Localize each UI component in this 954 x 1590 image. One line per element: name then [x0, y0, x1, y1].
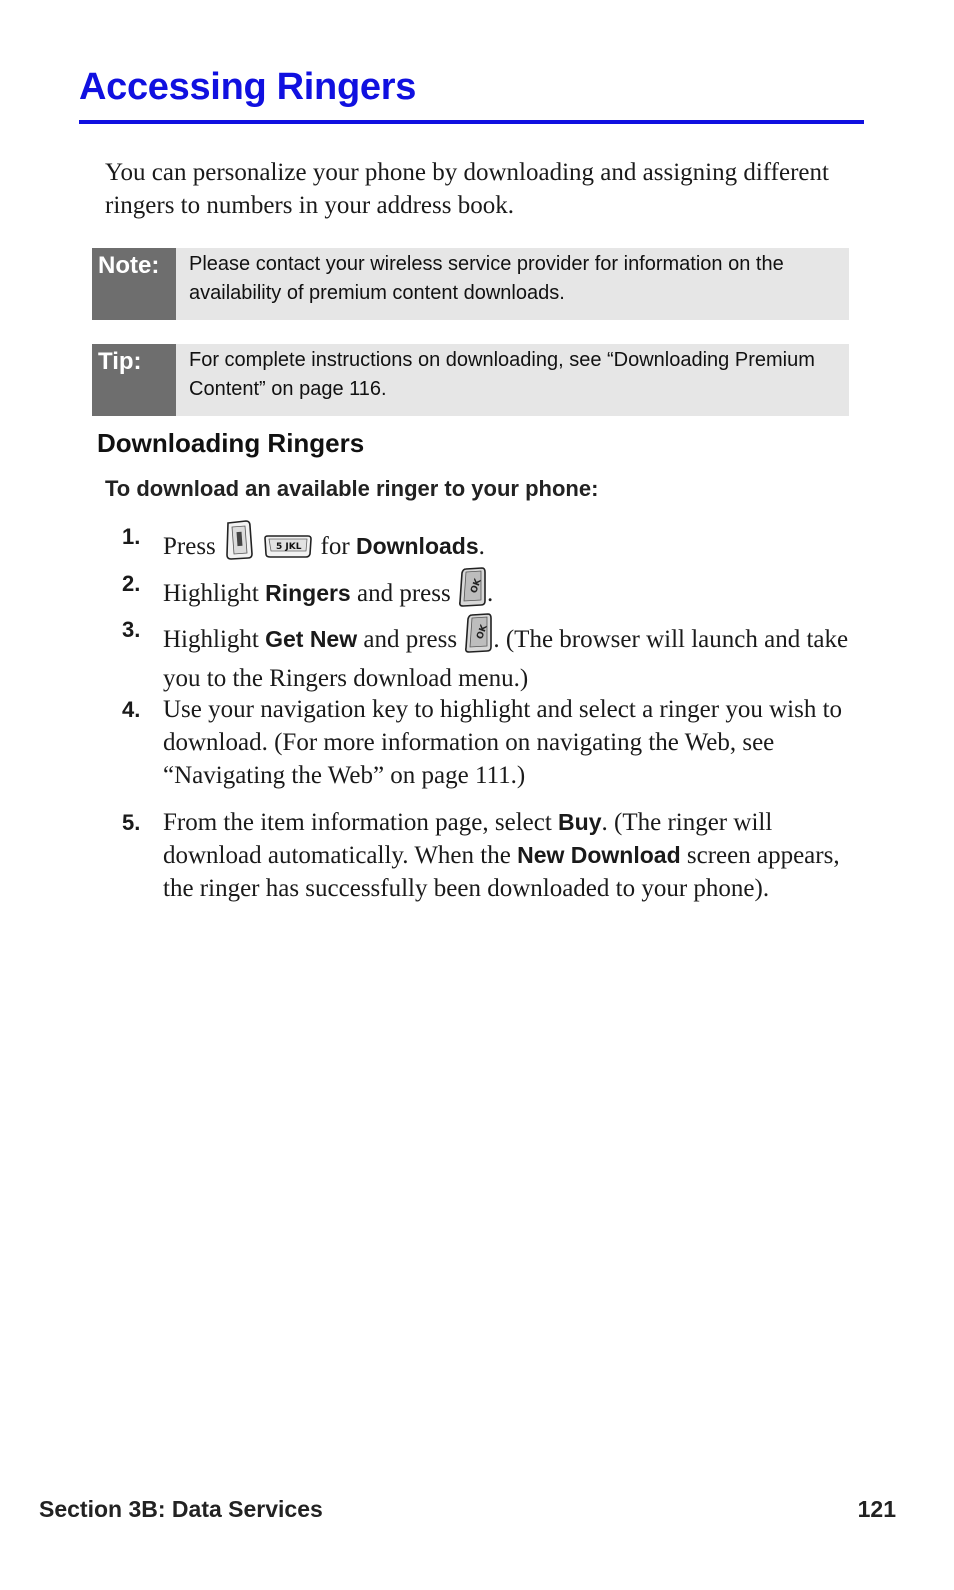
title-rule	[79, 120, 864, 124]
step-text	[163, 520, 863, 569]
step-keyword: Get New	[265, 626, 358, 652]
step-keyword: New Download	[517, 842, 681, 868]
intro-paragraph: You can personalize your phone by downloading and assigning different ringers to numbers in your address book.	[105, 159, 829, 219]
step-text	[163, 567, 863, 616]
step-text-part: . (The ringer will download automatically. When the	[163, 809, 773, 869]
menu-key-icon	[222, 520, 256, 569]
step-text-part: Highlight	[163, 626, 259, 653]
step-text-part: Highlight	[163, 580, 259, 607]
five-key-icon	[262, 534, 314, 569]
step-text-part: . (The browser will launch and take you to the Ringers download menu.)	[163, 626, 849, 692]
step-keyword: Buy	[558, 809, 602, 835]
note-callout	[92, 248, 849, 320]
footer-section: Section 3B: Data Services	[39, 1496, 323, 1522]
step-text-part: and press	[356, 580, 451, 607]
tip-text: For complete instructions on downloading, see “Downloading Premium Content” on page 116.	[176, 344, 849, 416]
ok-key-icon	[463, 613, 493, 662]
page-title: Accessing Ringers	[79, 66, 417, 108]
svg-text:5 JKL: 5 JKL	[276, 542, 302, 552]
section-subheading: Downloading Ringers	[97, 428, 365, 458]
step-text-part: .	[478, 533, 485, 560]
step-text-part: screen appears, the ringer has successfully been downloaded to your phone).	[163, 842, 840, 902]
step-text-part: .	[486, 580, 494, 607]
note-text: Please contact your wireless service provider for information on the availability of premium content downloads.	[176, 248, 849, 320]
step-number: 2.	[122, 571, 141, 596]
step-keyword: Downloads	[355, 533, 479, 559]
step-text-part: and press	[363, 626, 458, 653]
step-text-part: Press	[163, 533, 216, 560]
step-number: 3.	[122, 617, 141, 642]
step-text	[163, 613, 863, 695]
procedure-title: To download an available ringer to your phone:	[105, 476, 599, 501]
step-text-part: for	[320, 533, 350, 560]
tip-label: Tip:	[92, 344, 176, 416]
tip-callout	[92, 344, 849, 416]
step-keyword: Ringers	[265, 580, 351, 606]
step-text-part: From the item information page, select	[163, 809, 552, 836]
ok-key-icon	[457, 567, 487, 616]
svg-text:OK: OK	[475, 623, 491, 641]
step-number: 4.	[122, 697, 141, 722]
step-text	[163, 806, 863, 905]
note-label: Note:	[92, 248, 176, 320]
footer-page-number: 121	[857, 1496, 896, 1522]
step-number: 5.	[122, 810, 141, 835]
svg-text:OK: OK	[469, 577, 484, 595]
step-number: 1.	[122, 524, 141, 549]
step-text: Use your navigation key to highlight and select a ringer you wish to download. (For more information on navigating the Web, see “Navigating the Web” on page 111.)	[163, 696, 843, 789]
